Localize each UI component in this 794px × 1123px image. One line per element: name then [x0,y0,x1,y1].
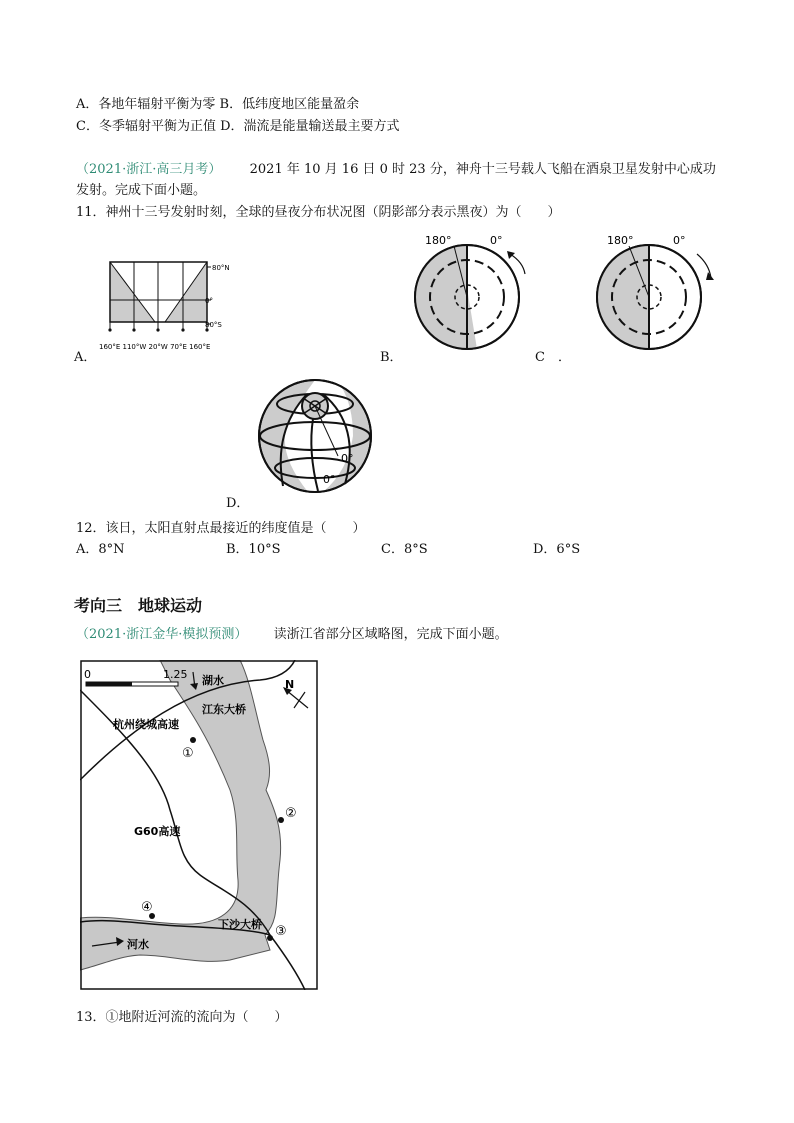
zhejiang-region-map [80,660,318,990]
point-1-label: ① [182,746,194,761]
label-0: 0° [673,234,686,247]
point-4-label: ④ [141,900,153,915]
lon-labels: 160°E 110°W 20°W 70°E 160°E [99,343,211,351]
q12-stem: 12．该日，太阳直射点最接近的纬度值是（ ） [76,521,366,536]
intro-text-cont: 发射。完成下面小题。 [76,183,207,198]
figure-c-polar-view [587,232,717,357]
river-water-label: 河水 [127,938,149,951]
intro-text: 读浙江省部分区域略图，完成下面小题。 [273,627,508,642]
q13-stem: 13．①地附近河流的流向为（ ） [76,1010,288,1025]
question-group-intro-2 [76,627,508,643]
label-0: 0° [490,234,503,247]
hangzhou-ring-highway-label: 杭州绕城高速 [113,718,179,731]
label-180: 180° [425,234,452,247]
option-d-label: D． [226,496,250,511]
label-0-lower: 0° [323,473,336,486]
scale-zero: 0 [84,668,91,681]
q12-option-c: C．8°S [381,542,428,557]
figure-b-polar-view [405,232,535,357]
option-c-label: C ． [535,350,571,365]
lat-label-80n: 80°N [212,264,230,272]
lake-water-label: 湖水 [202,674,224,687]
scale-max: 1.25 [163,668,188,681]
q12-option-b: B．10°S [226,542,281,557]
label-0-upper: 0° [341,452,354,465]
q12-option-a: A．8°N [76,542,125,557]
jiangdong-bridge-label: 江东大桥 [202,703,246,716]
point-3-label: ③ [275,924,287,939]
g60-highway-label: G60高速 [134,825,181,838]
source-tag: （2021·浙江·高三月考） [76,162,222,177]
q10-options-line2: C．冬季辐射平衡为正值 D．湍流是能量输送最主要方式 [76,119,400,134]
question-group-intro-1 [76,162,716,178]
section-heading: 考向三 地球运动 [74,596,203,615]
figure-a-daynight-grid [95,250,235,360]
lat-label-0: 0° [205,297,213,305]
north-label: N [285,678,295,691]
q11-stem: 11．神州十三号发射时刻，全球的昼夜分布状况图（阴影部分表示黑夜）为（ ） [76,205,561,220]
figure-d-globe [253,376,378,501]
xiasha-bridge-label: 下沙大桥 [218,918,262,931]
intro-text: 2021 年 10 月 16 日 0 时 23 分，神舟十三号载人飞船在酒泉卫星发射中心成功 [249,162,716,177]
option-a-label: A． [74,350,97,365]
option-b-label: B． [380,350,403,365]
point-2-label: ② [285,806,297,821]
lat-label-80s: 80°S [205,321,222,329]
label-180: 180° [607,234,634,247]
q12-option-d: D．6°S [533,542,581,557]
source-tag: （2021·浙江金华·模拟预测） [76,627,248,642]
q10-options-line1: A．各地年辐射平衡为零 B．低纬度地区能量盈余 [76,97,360,112]
